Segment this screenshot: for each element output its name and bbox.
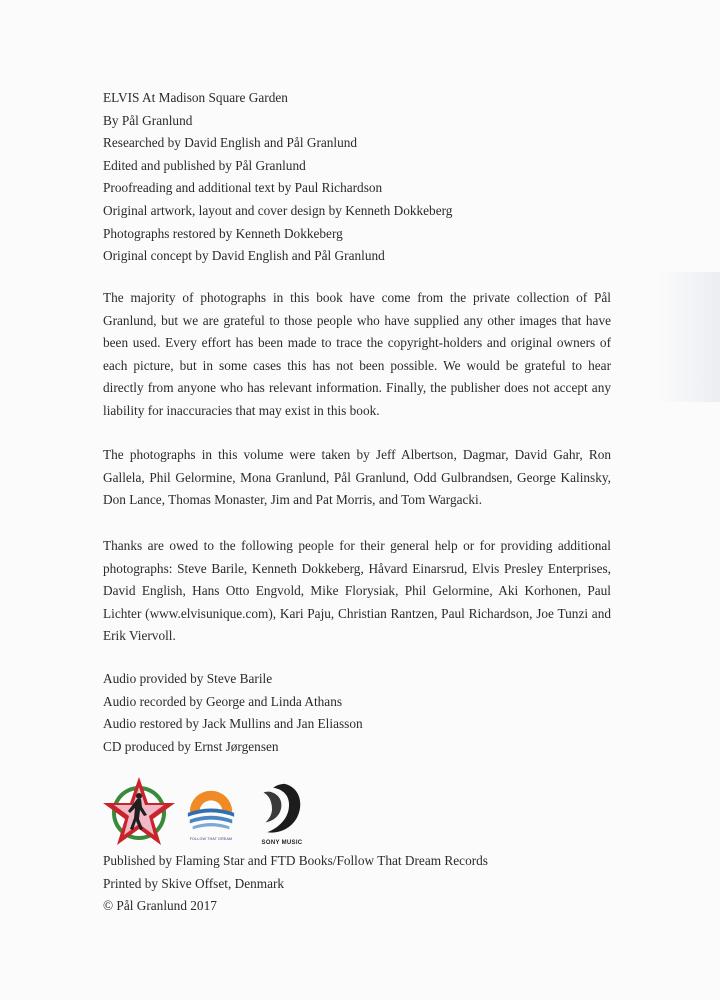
sony-music-logo bbox=[255, 780, 305, 850]
sony-music-swirl-icon bbox=[255, 780, 305, 838]
credit-research: Researched by David English and Pål Granlund bbox=[103, 135, 358, 151]
audio-credits bbox=[103, 668, 623, 758]
thanks-paragraph: Thanks are owed to the following people for their general help or for providing additional photographs: Steve Barile, Kenneth Dokkeberg, Håvard Einarsrud, Elvis Presley Enterprises, David English, Hans Otto Engvold, Mike Florysiak, Phil Gelormine, Aki Korhonen, Paul Lichter (www.elvisunique.com), Kari Paju, Christian Rantzen, Paul Richardson, Joe Tunzi and Erik Viervoll. bbox=[103, 538, 611, 644]
audio-recorded: Audio recorded by George and Linda Athans bbox=[103, 693, 343, 709]
credit-author: By Pål Granlund bbox=[103, 112, 193, 128]
cd-producer: CD produced by Ernst Jørgensen bbox=[103, 738, 279, 754]
credit-concept: Original concept by David English and Pål Granlund bbox=[103, 248, 385, 264]
ftd-emblem-icon bbox=[183, 783, 239, 837]
credit-title: ELVIS At Madison Square Garden bbox=[103, 90, 288, 105]
credit-proofreading: Proofreading and additional text by Paul Richardson bbox=[103, 180, 383, 196]
published-by: Published by Flaming Star and FTD Books/Follow That Dream Records bbox=[103, 853, 488, 868]
publisher-logos bbox=[103, 775, 363, 850]
sony-caption: SONY MUSIC bbox=[261, 840, 303, 846]
flaming-star-logo bbox=[103, 775, 175, 845]
copyright: © Pål Granlund 2017 bbox=[103, 898, 217, 914]
follow-that-dream-logo bbox=[183, 783, 239, 847]
ftd-caption: FOLLOW THAT DREAM bbox=[189, 837, 233, 841]
printed-by: Printed by Skive Offset, Denmark bbox=[103, 875, 285, 891]
credit-editor: Edited and published by Pål Granlund bbox=[103, 157, 306, 173]
show-through-mark bbox=[658, 272, 720, 402]
photographers-paragraph: The photographs in this volume were taken by Jeff Albertson, Dagmar, David Gahr, Ron Gallela, Phil Gelormine, Mona Granlund, Pål Granlund, Odd Gulbrandsen, George Kalinsky, Don Lance, Thomas Monaster, Jim and Pat Morris, and Tom Wargacki. bbox=[103, 447, 611, 508]
audio-provided: Audio provided by Steve Barile bbox=[103, 671, 273, 686]
credit-artwork: Original artwork, layout and cover design by Kenneth Dokkeberg bbox=[103, 202, 453, 218]
audio-restored: Audio restored by Jack Mullins and Jan Eliasson bbox=[103, 716, 363, 732]
disclaimer-paragraph: The majority of photographs in this book have come from the private collection of Pål Granlund, but we are grateful to those people who have supplied any other images that have been used. Every effort has been made to trace the copyright-holders and original owners of each picture, but in some cases this has not been possible. We would be grateful to hear directly from anyone who has relevant information. Finally, the publisher does not accept any liability for inaccuracies that may exist in this book. bbox=[103, 290, 611, 418]
publication-footer bbox=[103, 850, 623, 918]
credits-block bbox=[103, 87, 623, 268]
credit-photo-restoration: Photographs restored by Kenneth Dokkeberg bbox=[103, 225, 343, 241]
